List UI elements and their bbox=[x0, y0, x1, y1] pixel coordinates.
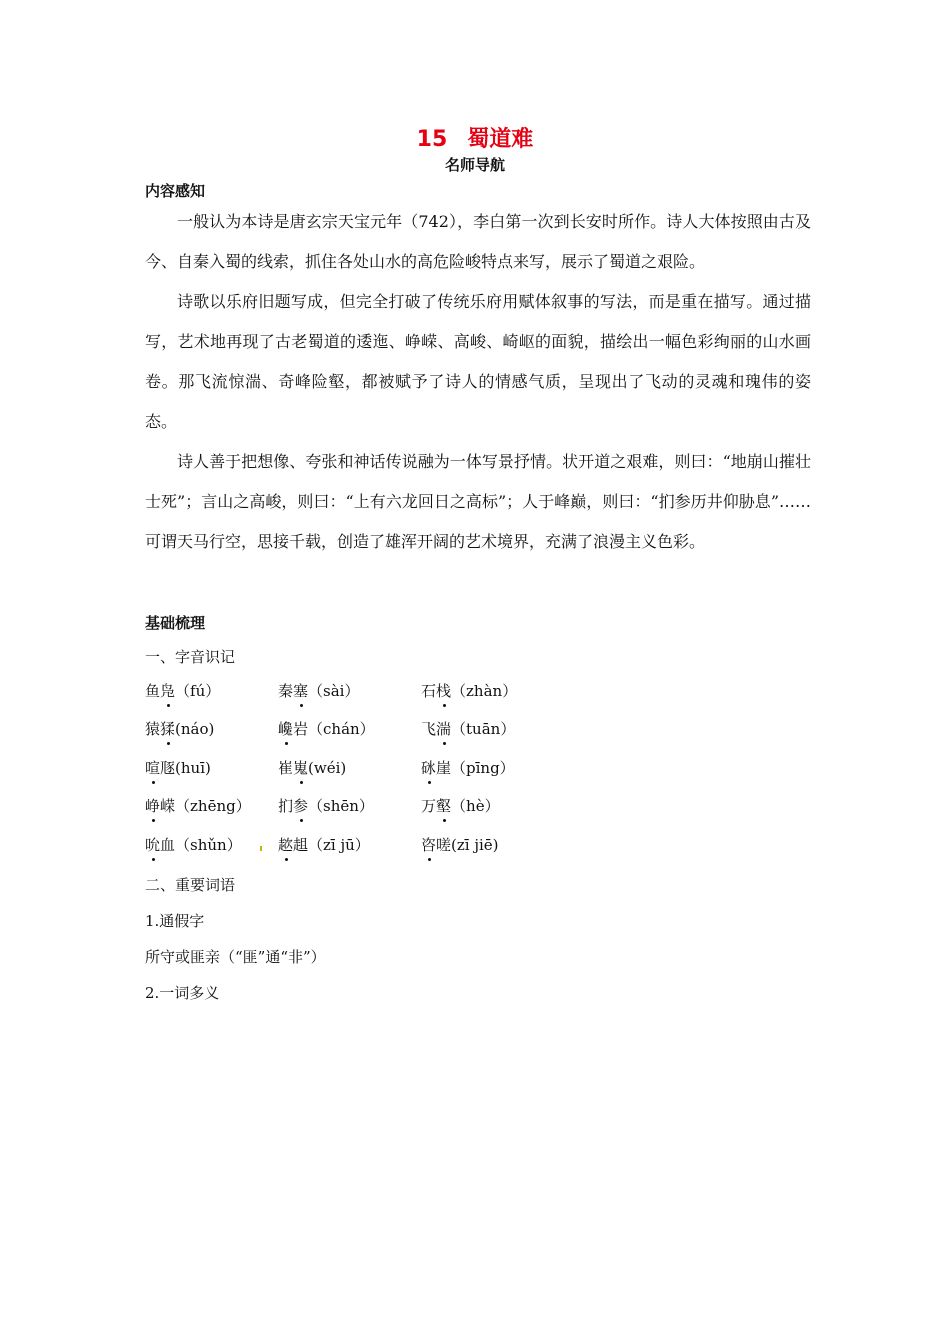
page-subtitle: 名师导航 bbox=[444, 156, 505, 174]
pronunciation-item: 崔嵬(wéi) bbox=[278, 759, 347, 777]
pronunciation-item: 咨嗟(zī jiē) bbox=[421, 836, 499, 854]
pronunciation-item: 吮血（shǔn） bbox=[145, 836, 242, 854]
subheading-vocabulary: 二、重要词语 bbox=[145, 876, 236, 894]
pronunciation-item: 砯崖（pīng） bbox=[421, 759, 515, 777]
section-heading-basics: 基础梳理 bbox=[145, 614, 206, 632]
pronunciation-item: 巉岩（chán） bbox=[278, 720, 375, 738]
pronunciation-item: 石栈（zhàn） bbox=[421, 682, 518, 700]
pronunciation-item: 鱼凫（fú） bbox=[145, 682, 221, 700]
pronunciation-item: 峥嵘（zhēng） bbox=[145, 797, 251, 815]
pronunciation-item: 秦塞（sài） bbox=[278, 682, 360, 700]
pronunciation-item: 飞湍（tuān） bbox=[421, 720, 516, 738]
paragraph-3: 诗人善于把想像、夸张和神话传说融为一体写景抒情。状开道之艰难，则曰：“地崩山摧壮士死”；言山之高峻，则曰：“上有六龙回日之高标”；人于峰巅，则曰：“扪参历井仰胁息”……可谓天马行空，思接千载，创造了雄浑开阔的艺术境界，充满了浪漫主义色彩。 bbox=[145, 452, 811, 551]
pronunciation-item: 扪参（shēn） bbox=[278, 797, 374, 815]
item-polysemy: 2.一词多义 bbox=[145, 984, 220, 1002]
pronunciation-item: 喧豗(huī) bbox=[145, 759, 211, 777]
example-tongjiazi: 所守或匪亲（“匪”通“非”） bbox=[145, 948, 326, 966]
pronunciation-item: 趑趄（zī jū） bbox=[278, 836, 370, 854]
paragraph-1: 一般认为本诗是唐玄宗天宝元年（742），李白第一次到长安时所作。诗人大体按照由古及今、自秦入蜀的线索，抓住各处山水的高危险峻特点来写，展示了蜀道之艰险。 bbox=[145, 212, 811, 271]
lesson-number: 15 bbox=[416, 127, 448, 152]
page-title bbox=[0, 122, 950, 153]
pronunciation-item: 猿猱(náo) bbox=[145, 720, 215, 738]
item-tongjiazi: 1.通假字 bbox=[145, 912, 205, 930]
ink-speck bbox=[260, 846, 262, 851]
paragraph-2: 诗歌以乐府旧题写成，但完全打破了传统乐府用赋体叙事的写法，而是重在描写。通过描写，艺术地再现了古老蜀道的逶迤、峥嵘、高峻、崎岖的面貌，描绘出一幅色彩绚丽的山水画卷。那飞流惊湍、奇峰险壑，都被赋予了诗人的情感气质，呈现出了飞动的灵魂和瑰伟的姿态。 bbox=[145, 292, 811, 431]
subheading-pronunciation: 一、字音识记 bbox=[145, 648, 236, 666]
section-heading-content: 内容感知 bbox=[145, 182, 206, 200]
lesson-name: 蜀道难 bbox=[467, 127, 534, 152]
pronunciation-item: 万壑（hè） bbox=[421, 797, 500, 815]
